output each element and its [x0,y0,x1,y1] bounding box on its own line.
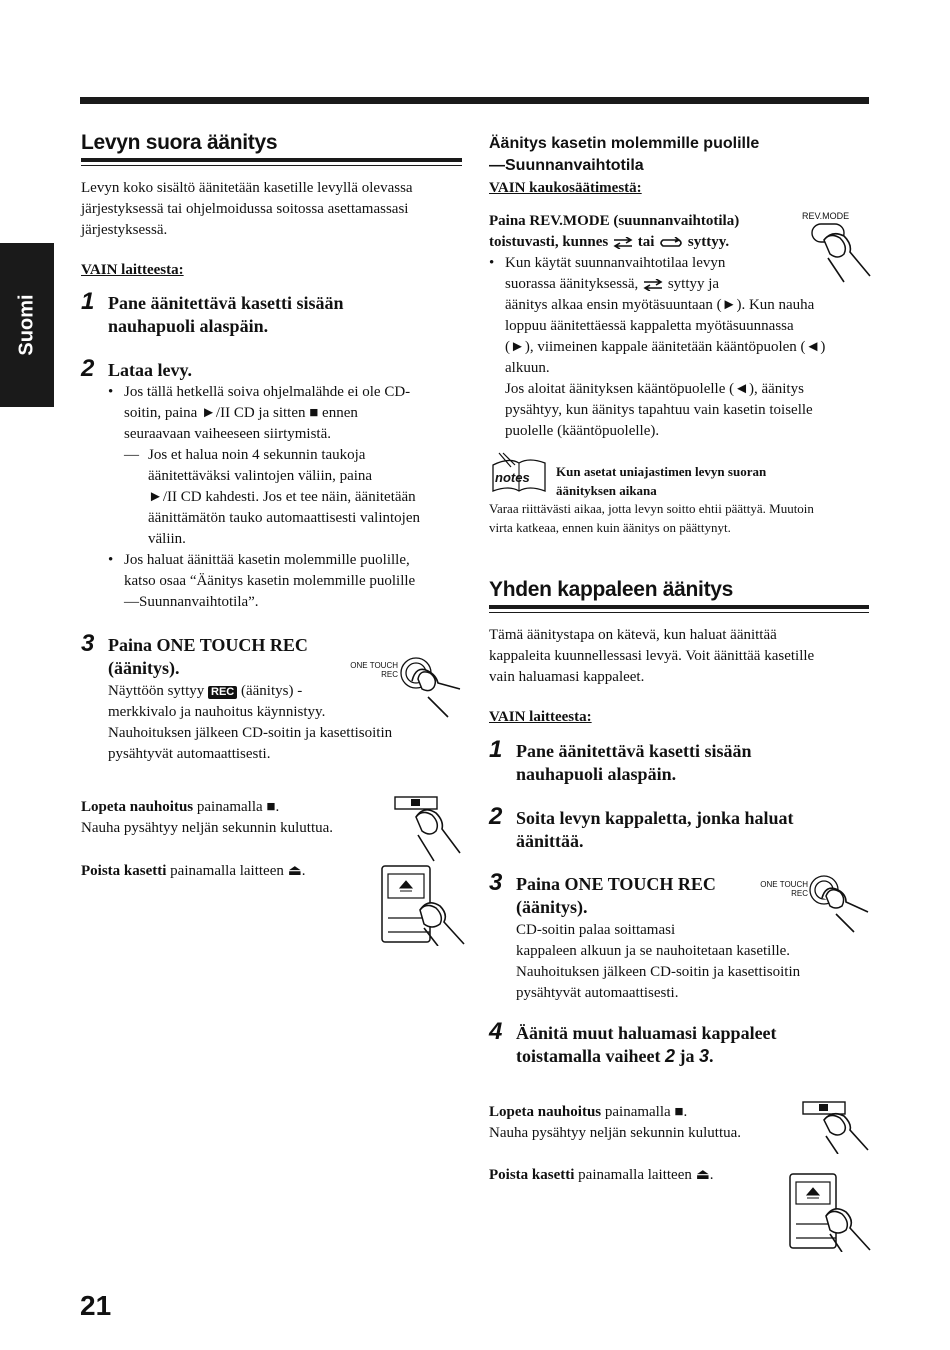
step-number: 2 [489,803,503,830]
step3-description: CD-soitin palaa soittamasi kappaleen alkuun ja se nauhoitetaan kasetille. Nauhoituksen jälkeen CD-soitin ja kasettisoitin pysähtyvät automaattisesti. [516,922,801,1001]
one-touch-rec-label: ONE TOUCH REC [350,661,398,679]
step-text: Äänitä muut haluamasi kappaleet toistamalla vaiheet 2 ja 3. [516,1023,777,1066]
step-number: 1 [489,736,503,763]
section-title-single-track: Yhden kappaleen äänitys [489,578,734,601]
step-text: Soita levyn kappaletta, jonka haluat äänittää. [516,808,794,851]
stop-button-press-icon [800,1100,870,1154]
step-number: 4 [489,1018,503,1045]
step-text: Paina ONE TOUCH REC (äänitys). [516,874,716,917]
step-number: 1 [81,288,95,315]
stop-instruction: Lopeta nauhoitus painamalla ■. Nauha pysähtyy neljän sekunnin kuluttua. [81,799,334,836]
top-rule [80,97,869,104]
eject-button-press-icon [380,862,466,946]
title-underline-thin [489,612,869,613]
step3-description: Näyttöön syttyy REC (äänitys) - merkkivalo ja nauhoitus käynnistyy. Nauhoituksen jälkeen CD-soitin ja kasettisoitin pysähtyvät automaattisesti. [108,683,393,762]
step-text: Lataa levy. [108,360,192,380]
rev-mode-label: REV.MODE [802,211,850,221]
bullet-mark: • [108,552,114,568]
stop-button-press-icon [392,795,462,863]
stop-instruction: Lopeta nauhoitus painamalla ■. Nauha pysähtyy neljän sekunnin kuluttua. [489,1104,742,1141]
language-tab-label: Suomi [15,294,38,356]
only-from-device-label: VAIN laitteesta: [489,709,592,725]
only-from-device-label: VAIN laitteesta: [81,262,184,278]
one-way-reverse-icon [642,279,664,291]
language-tab [0,243,54,407]
one-touch-rec-button-press-icon [808,872,872,934]
page-number: 21 [80,1290,112,1321]
eject-instruction: Poista kasetti painamalla laitteen ⏏. [81,863,306,879]
title-underline-thin [81,165,462,166]
dash-mark: — [124,447,139,463]
step-number: 3 [489,869,503,896]
continuous-reverse-icon [658,237,684,249]
section-title-direct-recording: Levyn suora äänitys [81,131,278,154]
bullet-mark: • [108,384,114,400]
bullet-mark: • [489,255,495,271]
eject-button-press-icon [788,1170,872,1252]
notes-icon-label: notes [495,470,530,485]
one-touch-rec-label: ONE TOUCH REC [760,880,808,898]
only-from-remote-label: VAIN kaukosäätimestä: [489,180,642,196]
notes-title: Kun asetat uniajastimen levyn suoran äänityksen aikana [556,464,767,498]
step-text: Pane äänitettävä kasetti sisään nauhapuoli alaspäin. [516,741,752,784]
title-underline [81,158,462,162]
step-text: Pane äänitettävä kasetti sisään nauhapuoli alaspäin. [108,293,344,336]
title-underline [489,605,869,609]
one-way-reverse-icon [612,237,634,249]
intro-paragraph: Levyn koko sisältö äänitetään kasetille levyllä olevassa järjestyksessä tai ohjelmoidussa soitossa asettamassasi järjestyksessä. [81,180,413,238]
eject-instruction: Poista kasetti painamalla laitteen ⏏. [489,1167,714,1183]
subsection-title-reverse-mode: Äänitys kasetin molemmille puolille —Suunnanvaihtotila [489,135,760,174]
notes-body: Varaa riittävästi aikaa, jotta levyn soitto ehtii päättyä. Muutoin virta katkeaa, ennen kuin äänitys on päättynyt. [489,501,814,535]
one-touch-rec-button-press-icon [398,653,464,721]
step-number: 2 [81,355,95,382]
bullet-list: • Jos tällä hetkellä soiva ohjelmalähde ei ole CD- soitin, paina ►/II CD ja sitten ■ ennen seuraavaan vaiheeseen siirtymistä. — Jos et halua noin 4 sekunnin taukoja äänitettäväksi valintojen väliin, paina ►/II CD kahdesti. Jos et tee näin, äänitetään äänittämätön tauko automaattisesti valintojen väliin. • Jos haluat äänittää kasetin molemmille puolille, katso osaa “Äänitys kasetin molemmille puolille —Suunnanvaihtotila”. [108,384,421,610]
step-number: 3 [81,630,95,657]
rev-mode-bullet: • Kun käytät suunnanvaihtotilaa levyn suorassa äänityksessä, syttyy ja äänitys alkaa ensin myötäsuuntaan (►). Kun nauha loppuu äänitettäessä kappaletta myötäsuunnassa (►), viimeinen kappale äänitetään kääntöpuolen (◄) alkuun. Jos aloitat äänityksen kääntöpuolelle (◄), äänitys pysähtyy, kun äänitys tapahtuu vain kasetin toiselle puolelle (kääntöpuolelle). [489,255,826,439]
step-text: Paina ONE TOUCH REC (äänitys). [108,635,308,678]
rev-mode-instruction: Paina REV.MODE (suunnanvaihtotila) toistuvasti, kunnes tai syttyy. [489,213,740,250]
notes-icon [489,451,549,497]
rec-indicator: REC [208,686,237,699]
intro-paragraph: Tämä äänitystapa on kätevä, kun haluat äänittää kappaleita kuunnellessasi levyä. Voit äänittää kasetille vain haluamasi kappaleet. [489,627,815,685]
